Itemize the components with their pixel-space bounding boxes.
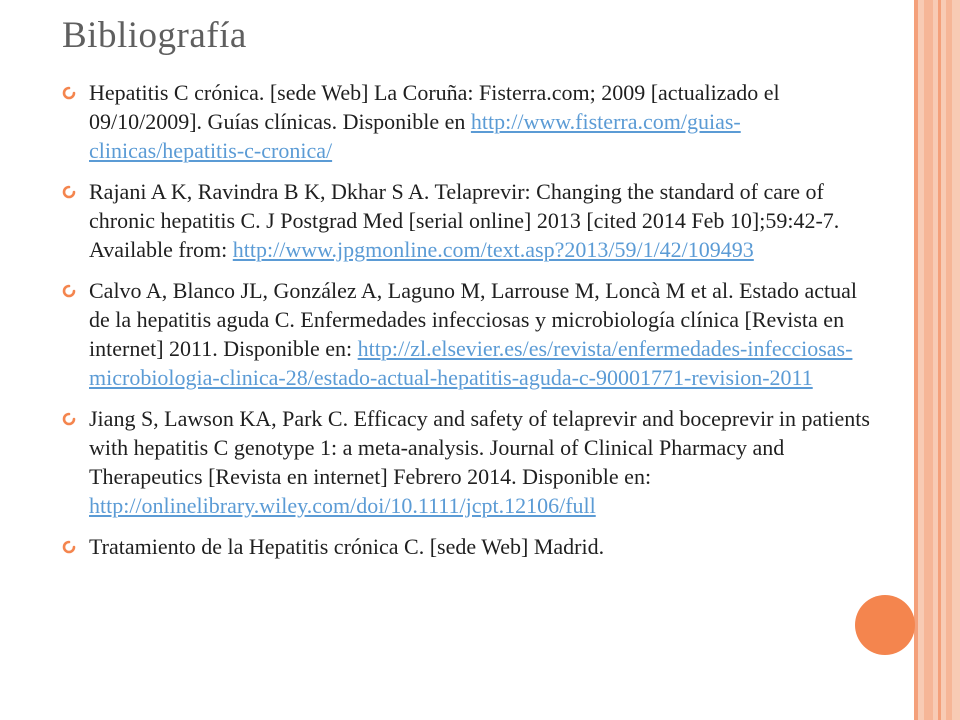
reference-text: Rajani A K, Ravindra B K, Dkhar S A. Telaprevir: Changing the standard of care of chronic hepatitis C. J Postgrad Med [serial online] 2013 [cited 2014 Feb 10];59:42-7. Available from:: [89, 179, 840, 262]
reference-list: [62, 78, 872, 573]
border-stripe: [946, 0, 952, 720]
reference-text: Hepatitis C crónica. [sede Web] La Coruña: Fisterra.com; 2009 [actualizado el 09/10/2009]. Guías clínicas. Disponible en: [89, 80, 780, 134]
reference-link[interactable]: http://onlinelibrary.wiley.com/doi/10.1111/jcpt.12106/full: [89, 493, 596, 518]
decorative-circle: [855, 595, 915, 655]
reference-text: Calvo A, Blanco JL, González A, Laguno M, Larrouse M, Loncà M et al. Estado actual de la hepatitis aguda C. Enfermedades infecciosas y microbiología clínica [Revista en internet] 2011. Disponible en:: [89, 278, 857, 361]
reference-item: [62, 404, 872, 520]
reference-text: Jiang S, Lawson KA, Park C. Efficacy and safety of telaprevir and boceprevir in patients with hepatitis C genotype 1: a meta-analysis. Journal of Clinical Pharmacy and Therapeutics [Revista en internet] Febrero 2014. Disponible en:: [89, 406, 870, 489]
reference-item: [62, 177, 872, 264]
border-stripe: [914, 0, 918, 720]
slide-title: Bibliografía: [62, 15, 247, 56]
reference-text: Tratamiento de la Hepatitis crónica C. [sede Web] Madrid.: [89, 534, 605, 559]
decorative-right-border: [914, 0, 960, 720]
reference-link[interactable]: http://www.jpgmonline.com/text.asp?2013/59/1/42/109493: [232, 237, 754, 262]
bullet-icon: [62, 86, 76, 100]
bullet-icon: [62, 540, 76, 554]
bullet-icon: [62, 185, 76, 199]
border-stripe: [924, 0, 933, 720]
reference-item: [62, 276, 872, 392]
reference-link[interactable]: http://zl.elsevier.es/es/revista/enfermedades-infecciosas-microbiologia-clinica-28/estado-actual-hepatitis-aguda-c-90001771-revision-2011: [89, 336, 853, 390]
reference-link[interactable]: http://www.fisterra.com/guias-clinicas/hepatitis-c-cronica/: [89, 109, 741, 163]
reference-item: [62, 532, 872, 561]
reference-item: [62, 78, 872, 165]
bullet-icon: [62, 284, 76, 298]
bullet-icon: [62, 412, 76, 426]
border-stripe: [938, 0, 941, 720]
